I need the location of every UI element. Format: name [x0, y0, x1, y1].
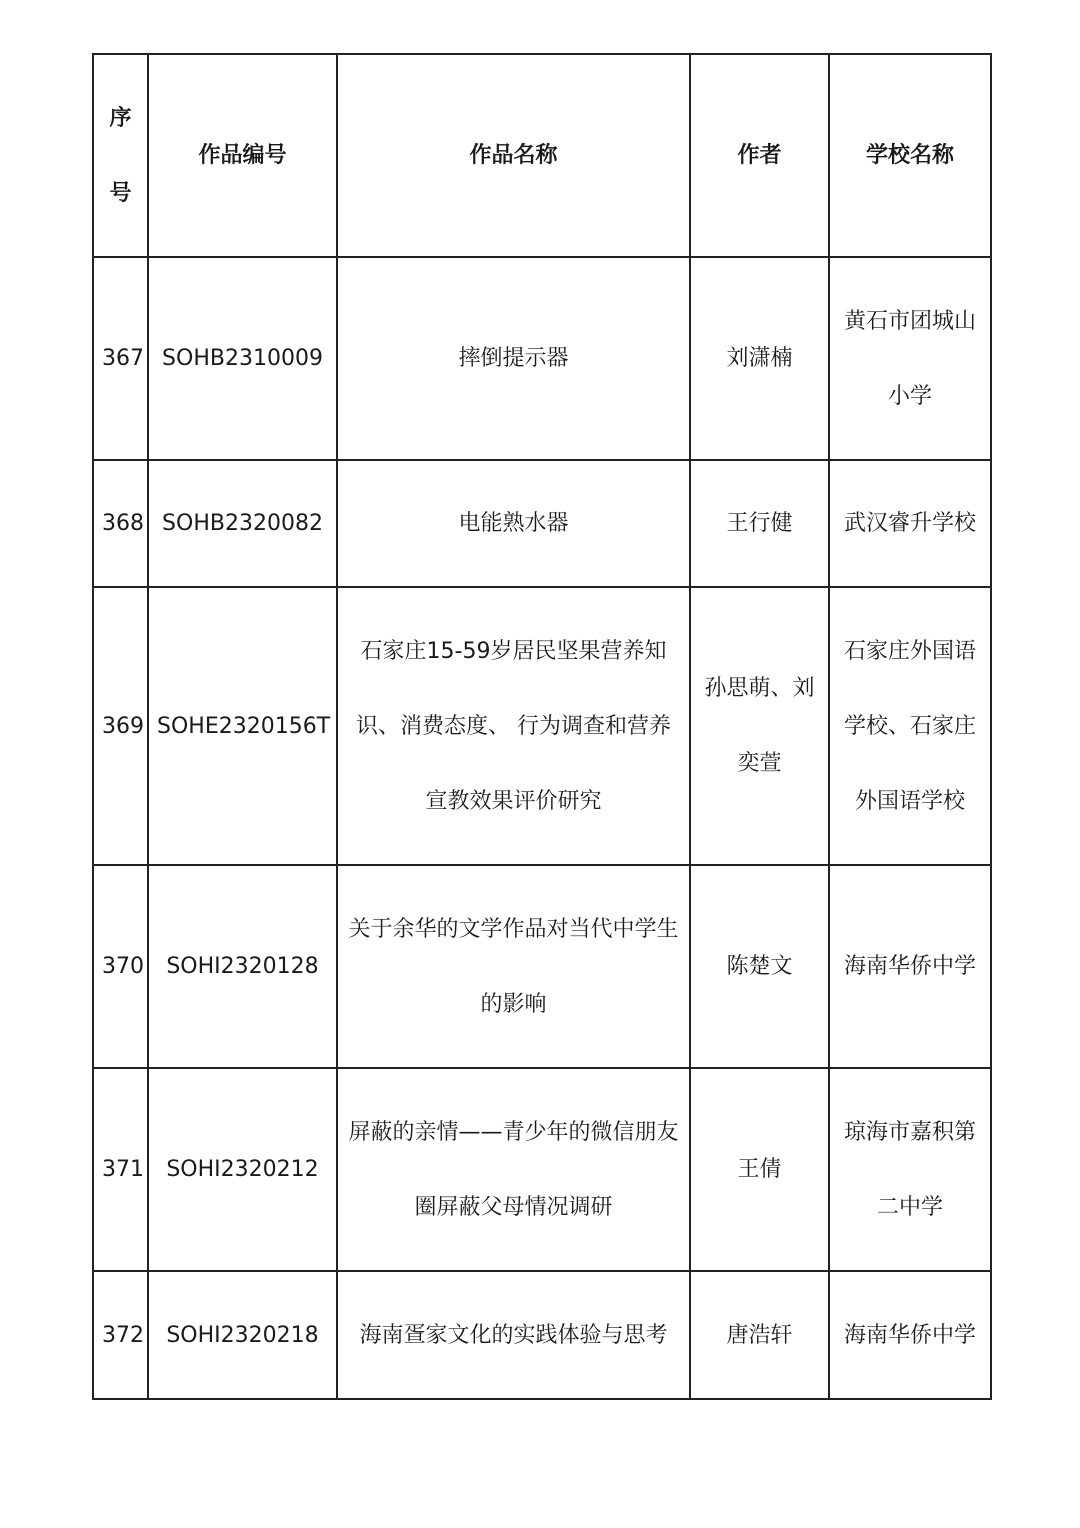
- cell-title: 摔倒提示器: [337, 257, 690, 460]
- header-seq: 序 号: [93, 54, 148, 257]
- header-author: 作者: [690, 54, 829, 257]
- header-title: 作品名称: [337, 54, 690, 257]
- table-row: [93, 1271, 991, 1399]
- cell-code: SOHI2320218: [148, 1271, 337, 1399]
- award-list-table: [92, 53, 992, 1400]
- cell-school: 黄石市团城山小学: [829, 257, 991, 460]
- cell-title: 石家庄15-59岁居民坚果营养知识、消费态度、 行为调查和营养宣教效果评价研究: [337, 587, 690, 865]
- table-row: [93, 460, 991, 587]
- cell-author: 王行健: [690, 460, 829, 587]
- table-row: [93, 257, 991, 460]
- cell-author: 刘潇楠: [690, 257, 829, 460]
- cell-code: SOHB2310009: [148, 257, 337, 460]
- cell-author: 王倩: [690, 1068, 829, 1271]
- cell-seq: 369: [93, 587, 148, 865]
- cell-author: 孙思萌、刘奕萱: [690, 587, 829, 865]
- table-row: [93, 1068, 991, 1271]
- cell-title: 电能熟水器: [337, 460, 690, 587]
- cell-seq: 371: [93, 1068, 148, 1271]
- table-row: [93, 587, 991, 865]
- table-header-row: [93, 54, 991, 257]
- cell-seq: 367: [93, 257, 148, 460]
- cell-school: 海南华侨中学: [829, 865, 991, 1068]
- cell-school: 海南华侨中学: [829, 1271, 991, 1399]
- cell-title: 屏蔽的亲情——青少年的微信朋友圈屏蔽父母情况调研: [337, 1068, 690, 1271]
- cell-title: 海南疍家文化的实践体验与思考: [337, 1271, 690, 1399]
- cell-code: SOHE2320156T: [148, 587, 337, 865]
- cell-code: SOHB2320082: [148, 460, 337, 587]
- cell-author: 唐浩轩: [690, 1271, 829, 1399]
- cell-author: 陈楚文: [690, 865, 829, 1068]
- cell-seq: 370: [93, 865, 148, 1068]
- cell-code: SOHI2320128: [148, 865, 337, 1068]
- cell-code: SOHI2320212: [148, 1068, 337, 1271]
- header-school: 学校名称: [829, 54, 991, 257]
- cell-title: 关于余华的文学作品对当代中学生的影响: [337, 865, 690, 1068]
- cell-seq: 372: [93, 1271, 148, 1399]
- cell-school: 琼海市嘉积第二中学: [829, 1068, 991, 1271]
- cell-school: 武汉睿升学校: [829, 460, 991, 587]
- header-code: 作品编号: [148, 54, 337, 257]
- document-page: [92, 53, 990, 1400]
- cell-seq: 368: [93, 460, 148, 587]
- cell-school: 石家庄外国语学校、石家庄外国语学校: [829, 587, 991, 865]
- table-row: [93, 865, 991, 1068]
